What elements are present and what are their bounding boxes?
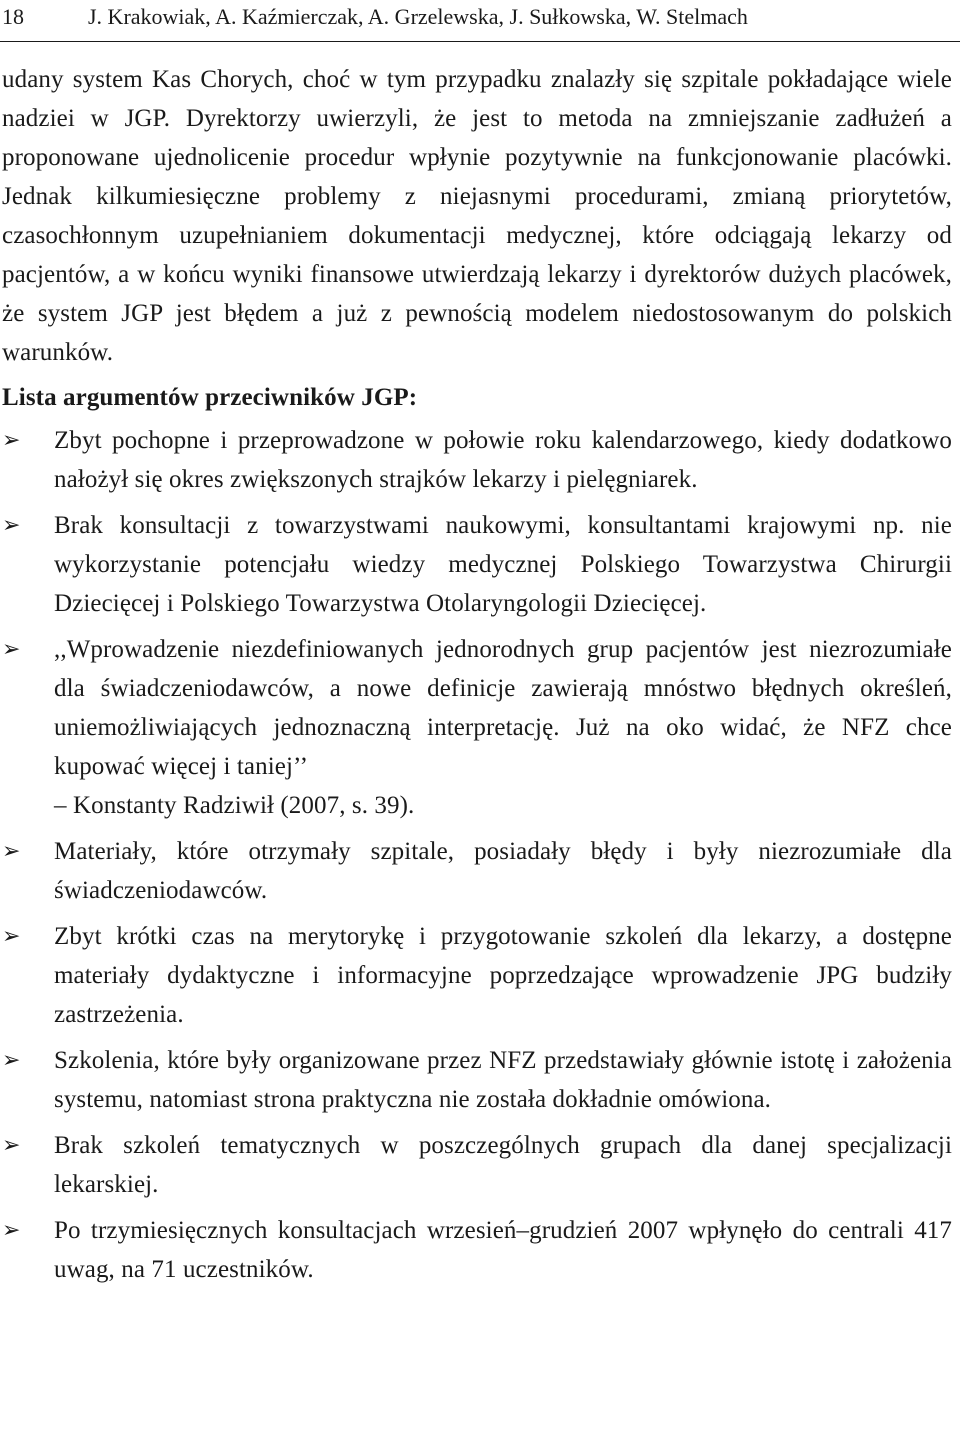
- list-item-text: Po trzymiesięcznych konsultacjach wrzesień–grudzień 2007 wpłynęło do centrali 417 uwag, na 71 uczestników.: [54, 1217, 952, 1283]
- body-text: [2, 60, 952, 1296]
- arrowhead-bullet-icon: ➢: [2, 637, 21, 662]
- arrowhead-bullet-icon: ➢: [2, 513, 21, 538]
- list-item: [2, 421, 952, 499]
- section-heading: Lista argumentów przeciwników JGP:: [2, 384, 418, 411]
- arrowhead-bullet-icon: ➢: [2, 924, 21, 949]
- quote-attribution: – Konstanty Radziwił (2007, s. 39).: [54, 792, 415, 819]
- running-header: [2, 2, 952, 32]
- list-item: [2, 832, 952, 910]
- arrowhead-bullet-icon: ➢: [2, 1218, 21, 1243]
- arrowhead-bullet-icon: ➢: [2, 839, 21, 864]
- arrowhead-bullet-icon: ➢: [2, 1133, 21, 1158]
- list-item: [2, 917, 952, 1034]
- arguments-list: [2, 421, 952, 1289]
- arrowhead-bullet-icon: ➢: [2, 1048, 21, 1073]
- header-rule: [0, 41, 960, 42]
- list-item-text: Zbyt pochopne i przeprowadzone w połowie roku kalendarzowego, kiedy dodatkowo nałożył się okres zwiększonych strajków lekarzy i pielęgniarek.: [54, 427, 952, 493]
- list-item-text: ,,Wprowadzenie niezdefiniowanych jednorodnych grup pacjentów jest niezrozumiałe dla świadczeniodawców, a nowe definicje zawierają mnóstwo błędnych określeń, uniemożliwiających jednoznaczną interpretację. Już na oko widać, że NFZ chce kupować więcej i taniej’’: [54, 636, 952, 780]
- list-item: [2, 1211, 952, 1289]
- header-authors: J. Krakowiak, A. Kaźmierczak, A. Grzelewska, J. Sułkowska, W. Stelmach: [88, 4, 748, 29]
- list-item: [2, 506, 952, 623]
- page-number: 18: [2, 4, 24, 29]
- list-item-text: Szkolenia, które były organizowane przez NFZ przedstawiały głównie istotę i założenia systemu, natomiast strona praktyczna nie została dokładnie omówiona.: [54, 1047, 952, 1113]
- list-item: [2, 630, 952, 825]
- intro-paragraph: udany system Kas Chorych, choć w tym przypadku znalazły się szpitale pokładające wiele nadziei w JGP. Dyrektorzy uwierzyli, że jest to metoda na zmniejszanie zadłużeń a proponowane ujednolicenie procedur wpłynie pozytywnie na funkcjonowanie placówki. Jednak kilkumiesięczne problemy z niejasnymi procedurami, zmianą priorytetów, czasochłonnym uzupełnianiem dokumentacji medycznej, które odciągają lekarzy od pacjentów, a w końcu wyniki finansowe utwierdzają lekarzy i dyrektorów dużych placówek, że system JGP jest błędem a już z pewnością modelem niedostosowanym do polskich warunków.: [2, 66, 952, 366]
- list-item-text: Brak konsultacji z towarzystwami naukowymi, konsultantami krajowymi np. nie wykorzystanie potencjału wiedzy medycznej Polskiego Towarzystwa Chirurgii Dziecięcej i Polskiego Towarzystwa Otolaryngologii Dziecięcej.: [54, 512, 952, 617]
- list-item: [2, 1041, 952, 1119]
- list-item: [2, 1126, 952, 1204]
- list-item-text: Brak szkoleń tematycznych w poszczególnych grupach dla danej specjalizacji lekarskiej.: [54, 1132, 952, 1198]
- list-item-text: Materiały, które otrzymały szpitale, posiadały błędy i były niezrozumiałe dla świadczeniodawców.: [54, 838, 952, 904]
- list-item-text: Zbyt krótki czas na merytorykę i przygotowanie szkoleń dla lekarzy, a dostępne materiały dydaktyczne i informacyjne poprzedzające wprowadzenie JPG budziły zastrzeżenia.: [54, 923, 952, 1028]
- arrowhead-bullet-icon: ➢: [2, 428, 21, 453]
